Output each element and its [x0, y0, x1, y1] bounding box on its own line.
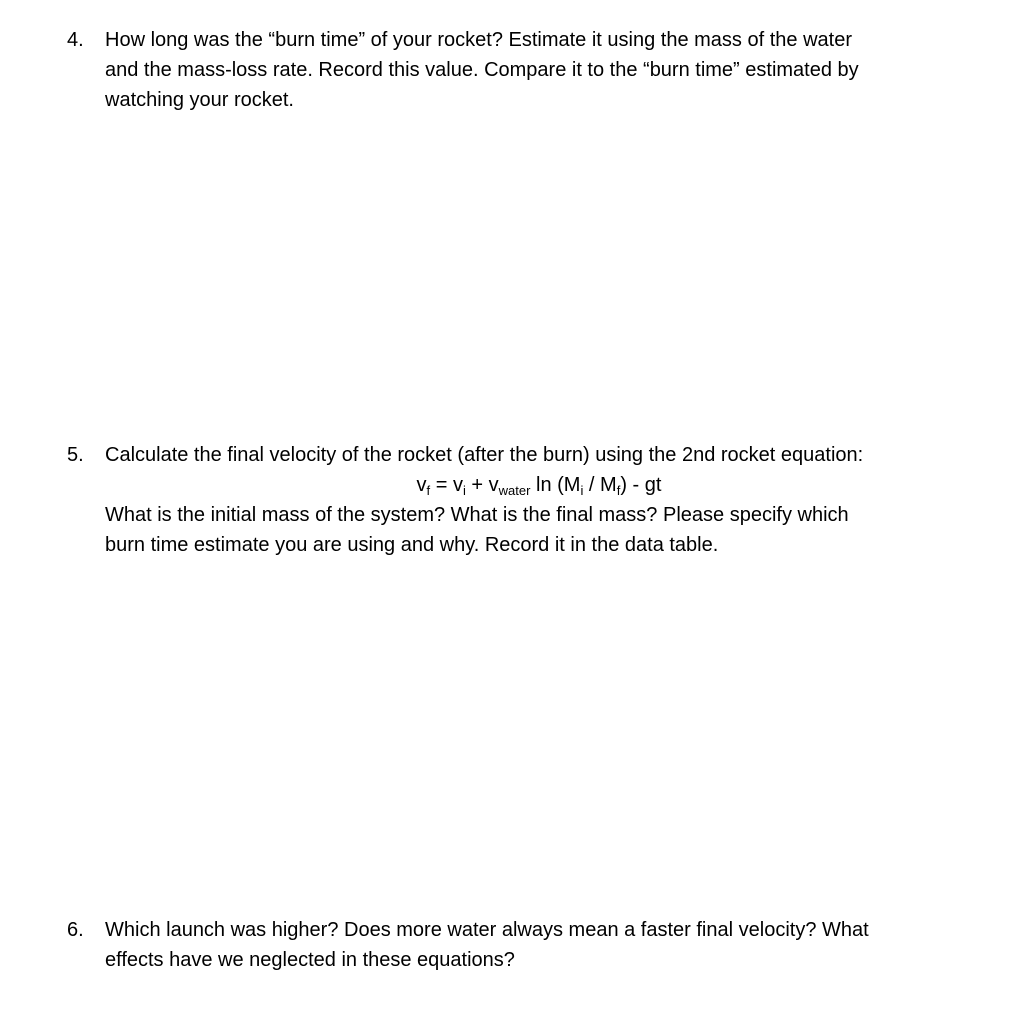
equation-sub: i [580, 483, 584, 498]
question-text-line: burn time estimate you are using and why. Record it in the data table. [105, 534, 719, 556]
question-text-line: How long was the “burn time” of your rocket? Estimate it using the mass of the water [105, 29, 852, 51]
equation-vi: v [452, 474, 463, 496]
equation-vf: v [416, 474, 427, 496]
question-text-line: What is the initial mass of the system? What is the final mass? Please specify which [105, 504, 849, 526]
equation-sub: f [616, 483, 621, 498]
question-text-line: Which launch was higher? Does more water always mean a faster final velocity? What [105, 919, 869, 941]
equation-equals: = [430, 474, 453, 496]
equation-ln: ln (M [530, 474, 581, 496]
question-text-line: Calculate the final velocity of the rocket (after the burn) using the 2nd rocket equation: [105, 444, 864, 466]
question-number: 6. [67, 919, 84, 941]
equation-sub: f [426, 483, 431, 498]
question-number: 4. [67, 29, 84, 51]
rocket-equation [0, 470, 1024, 500]
question-text-line: and the mass-loss rate. Record this value. Compare it to the “burn time” estimated by [105, 59, 859, 81]
equation-vwater: v [488, 474, 499, 496]
question-text-line: effects have we neglected in these equations? [105, 949, 515, 971]
equation-slash: / M [583, 474, 617, 496]
equation-tail: ) - gt [620, 474, 662, 496]
question-number: 5. [67, 444, 84, 466]
question-text-line: watching your rocket. [105, 89, 294, 111]
equation-plus: + [465, 474, 489, 496]
equation-sub: water [498, 483, 531, 498]
equation-sub: i [462, 483, 466, 498]
